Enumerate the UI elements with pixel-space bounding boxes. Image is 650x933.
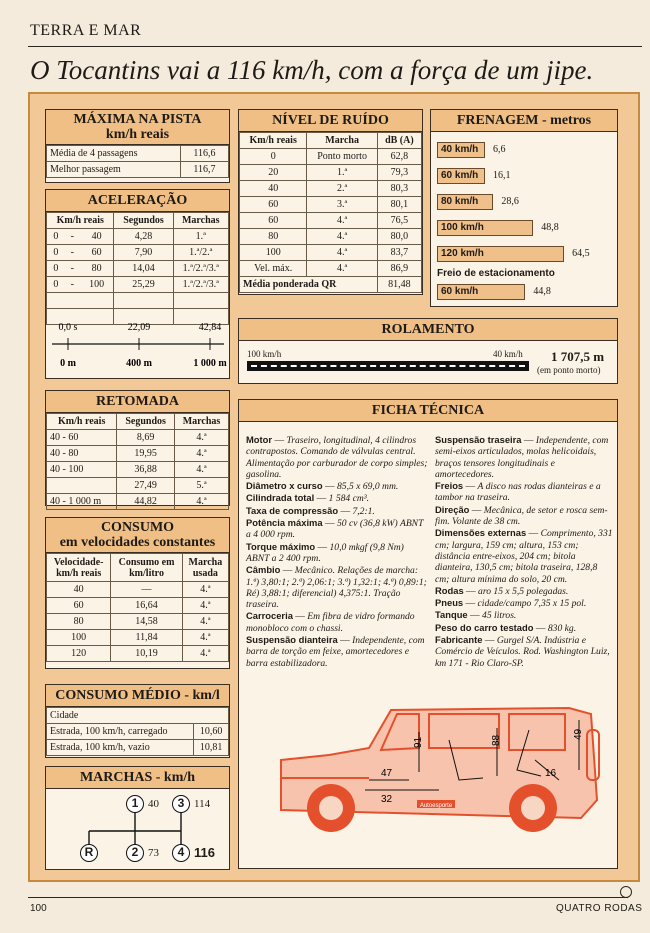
table-cell: 80,1 — [377, 197, 421, 213]
table-cell: 19,95 — [117, 446, 175, 462]
spec-item: Pneus — cidade/campo 7,35 x 15 pol. — [435, 597, 587, 610]
empty-cell — [173, 293, 228, 309]
table-row — [47, 582, 229, 598]
weighted-avg-label: Média ponderada QR — [240, 277, 378, 293]
table-row — [47, 245, 229, 261]
table-cell: 10,19 — [111, 646, 182, 662]
table-cell: 60 — [47, 598, 111, 614]
braking-0-bar: 40 km/h — [437, 142, 485, 158]
page-number: 100 — [30, 903, 47, 914]
braking-4-bar: 120 km/h — [437, 246, 564, 262]
table-cell: 80,3 — [377, 181, 421, 197]
row-value: 10,60 — [194, 724, 229, 740]
gear-4-icon: 4 — [172, 844, 190, 862]
table-row — [47, 162, 229, 178]
row-label: Estrada, 100 km/h, vazio — [47, 740, 194, 756]
parking-brake-value: 44,8 — [533, 286, 551, 297]
table-cell: 86,9 — [377, 261, 421, 277]
table-row — [47, 277, 229, 293]
max-speed-box — [45, 109, 230, 183]
spec-sheet-title: FICHA TÉCNICA — [239, 400, 617, 422]
table-row — [240, 213, 422, 229]
parking-brake-bar: 60 km/h — [437, 284, 525, 300]
gears-box — [45, 766, 230, 870]
table-row — [240, 181, 422, 197]
acceleration-title: ACELERAÇÃO — [46, 190, 229, 212]
car-diagram — [269, 700, 609, 850]
table-cell: 1.ª — [173, 229, 228, 245]
table-row — [240, 149, 422, 165]
table-cell: 4.ª — [182, 582, 228, 598]
table-cell: 25,29 — [114, 277, 173, 293]
column-header: Marcha usada — [182, 554, 228, 582]
acceleration-scale — [46, 308, 231, 378]
table-cell: 4.ª — [307, 245, 377, 261]
table-cell: 1.ª/2.ª — [173, 245, 228, 261]
table-cell: 2.ª — [307, 181, 377, 197]
table-cell: 16,64 — [111, 598, 182, 614]
car-badge: Autoesporte — [419, 803, 453, 809]
column-header: dB (A) — [377, 133, 421, 149]
table-cell: 0 — [47, 277, 65, 293]
rolling-note: (em ponto morto) — [537, 365, 601, 375]
table-cell: 62,8 — [377, 149, 421, 165]
table-cell: 36,88 — [117, 462, 175, 478]
dim-label-32: 32 — [381, 794, 393, 805]
table-cell: 79,3 — [377, 165, 421, 181]
braking-1-bar: 60 km/h — [437, 168, 485, 184]
table-row — [47, 646, 229, 662]
column-header: Km/h reais — [47, 414, 117, 430]
footer-divider — [28, 897, 628, 898]
table-row — [47, 229, 229, 245]
table-cell: 40 — [240, 181, 307, 197]
table-row — [47, 598, 229, 614]
braking-box — [430, 109, 618, 307]
headline: O Tocantins vai a 116 km/h, com a força de um jipe. — [30, 55, 594, 85]
table-cell: 40 - 1 000 m — [47, 494, 117, 510]
table-row — [240, 245, 422, 261]
empty-cell — [65, 293, 80, 309]
table-row — [47, 630, 229, 646]
scale-dist-0: 0 m — [60, 358, 76, 369]
spec-item: Cilindrada total — 1 584 cm³. — [246, 492, 370, 505]
dim-label-16: 16 — [545, 768, 557, 779]
table-cell: 100 — [240, 245, 307, 261]
table-cell: 40 — [80, 229, 114, 245]
spec-item: Freios — A disco nas rodas dianteiras e a tambor na traseira. — [435, 480, 601, 504]
braking-3-bar: 100 km/h — [437, 220, 533, 236]
max-speed-title: MÁXIMA NA PISTA km/h reais — [46, 110, 229, 145]
table-row — [240, 229, 422, 245]
table-row — [47, 478, 229, 494]
dim-label-91: 91 — [413, 736, 424, 748]
table-cell: 8,69 — [117, 430, 175, 446]
table-row — [47, 213, 229, 229]
braking-title: FRENAGEM - metros — [431, 110, 617, 132]
avg-consumption-title: CONSUMO MÉDIO - km/l — [46, 685, 229, 707]
table-cell: 40 - 80 — [47, 446, 117, 462]
spec-left-column — [246, 434, 428, 669]
table-cell: 4.ª — [307, 213, 377, 229]
table-row — [240, 277, 422, 293]
spec-item: Taxa de compressão — 7,2:1. — [246, 504, 375, 517]
braking-4-value: 64,5 — [572, 248, 590, 259]
table-row — [47, 724, 229, 740]
column-header: Marcha — [307, 133, 377, 149]
table-cell: 4.ª — [307, 229, 377, 245]
table-cell: 4.ª — [182, 646, 228, 662]
gear-reverse-icon: R — [80, 844, 98, 862]
table-cell: Vel. máx. — [240, 261, 307, 277]
table-cell: 76,5 — [377, 213, 421, 229]
acceleration-box — [45, 189, 230, 379]
dim-label-47: 47 — [381, 768, 393, 779]
table-row — [240, 261, 422, 277]
braking-2-bar: 80 km/h — [437, 194, 493, 210]
spec-item: Fabricante — Gurgel S/A. Indústria e Comércio de Veículos. Rod. Washington Luiz, km 171 - Rio Claro-SP. — [435, 634, 610, 669]
table-cell: 0 — [47, 261, 65, 277]
scale-time-0: 0,0 s — [58, 322, 78, 333]
table-cell: 4.ª — [182, 630, 228, 646]
row-value: 116,6 — [181, 146, 229, 162]
column-header: Consumo em km/litro — [111, 554, 182, 582]
gear-4-speed: 116 — [194, 845, 215, 860]
braking-0-value: 6,6 — [493, 144, 506, 155]
table-cell: — — [111, 582, 182, 598]
scale-time-2: 42,84 — [198, 322, 222, 333]
table-row — [240, 197, 422, 213]
scale-time-1: 22,09 — [127, 322, 151, 333]
empty-cell — [47, 293, 65, 309]
gear-1-speed: 40 — [148, 798, 159, 810]
row-label: Estrada, 100 km/h, carregado — [47, 724, 194, 740]
table-cell: - — [65, 229, 80, 245]
table-row — [47, 554, 229, 582]
row-label: Melhor passagem — [47, 162, 181, 178]
gear-3-speed: 114 — [194, 798, 211, 810]
table-row — [240, 133, 422, 149]
braking-1-value: 16,1 — [493, 170, 511, 181]
retomada-title: RETOMADA — [46, 391, 229, 413]
column-header: Marchas — [174, 414, 228, 430]
table-cell: 4.ª — [307, 261, 377, 277]
table-cell: 100 — [47, 630, 111, 646]
empty-cell — [80, 293, 114, 309]
rolling-bar — [247, 361, 529, 371]
table-row — [47, 494, 229, 510]
spec-item: Rodas — aro 15 x 5,5 polegadas. — [435, 584, 569, 597]
table-cell: 44,82 — [117, 494, 175, 510]
row-label: Média de 4 passagens — [47, 146, 181, 162]
table-row — [47, 446, 229, 462]
rolling-box — [238, 318, 618, 384]
avg-consumption-box — [45, 684, 230, 758]
spec-item: Diâmetro x curso — 85,5 x 69,0 mm. — [246, 480, 399, 493]
table-cell: 80 — [47, 614, 111, 630]
table-cell: 60 — [240, 197, 307, 213]
table-cell: 80 — [240, 229, 307, 245]
spec-item: Torque máximo — 10,0 mkgf (9,8 Nm) ABNT a 2 400 rpm. — [246, 540, 404, 564]
row-value: 116,7 — [181, 162, 229, 178]
table-cell: 40 - 60 — [47, 430, 117, 446]
table-cell: 1.ª/2.ª/3.ª — [173, 277, 228, 293]
consumption-box — [45, 517, 230, 669]
table-cell: 40 — [47, 582, 111, 598]
table-cell: 7,90 — [114, 245, 173, 261]
table-cell: 4.ª — [174, 430, 228, 446]
table-cell: 11,84 — [111, 630, 182, 646]
spec-item: Carroceria — Em fibra de vidro formando monobloco com o chassi. — [246, 610, 415, 634]
row-value: 10,81 — [194, 740, 229, 756]
table-row — [240, 165, 422, 181]
gear-1-icon: 1 — [126, 795, 144, 813]
spec-sheet-box — [238, 399, 618, 869]
table-cell: 60 — [240, 213, 307, 229]
rolling-from: 100 km/h — [247, 349, 282, 359]
table-cell: 4.ª — [174, 462, 228, 478]
column-header: Segundos — [114, 213, 173, 229]
gears-title: MARCHAS - km/h — [46, 767, 229, 789]
table-row — [47, 708, 229, 724]
table-cell: 14,04 — [114, 261, 173, 277]
consumption-title: CONSUMO em velocidades constantes — [46, 518, 229, 553]
column-header: Segundos — [117, 414, 175, 430]
spec-item: Peso do carro testado — 830 kg. — [435, 621, 577, 634]
magazine-name: QUATRO RODAS — [556, 903, 643, 914]
table-cell: 4,28 — [114, 229, 173, 245]
table-cell: 1.ª — [307, 165, 377, 181]
table-cell: 5.ª — [174, 478, 228, 494]
retomada-table — [46, 413, 229, 510]
spec-item: Motor — Traseiro, longitudinal, 4 cilindros contrapostos. Comando de válvulas central. Alimentação por carburador de corpo simples; gasolina. — [246, 434, 428, 480]
table-cell: Ponto morto — [307, 149, 377, 165]
max-speed-table — [46, 145, 229, 178]
weighted-avg-value: 81,48 — [377, 277, 421, 293]
table-cell: 4.ª — [182, 598, 228, 614]
column-header: Km/h reais — [47, 213, 114, 229]
test-results-panel — [28, 92, 640, 882]
table-row — [47, 740, 229, 756]
scale-dist-1: 400 m — [126, 358, 152, 369]
table-row — [47, 293, 229, 309]
table-cell: 83,7 — [377, 245, 421, 261]
gear-2-icon: 2 — [126, 844, 144, 862]
noise-box — [238, 109, 423, 295]
column-header: Velocidade- km/h reais — [47, 554, 111, 582]
table-cell: 0 — [47, 229, 65, 245]
table-cell: 4.ª — [174, 494, 228, 510]
spec-item: Suspensão dianteira — Independente, com barra de torção em feixe, amortecedores e barra estabilizadora. — [246, 634, 425, 669]
rolling-title: ROLAMENTO — [239, 319, 617, 341]
table-row — [47, 614, 229, 630]
rolling-value: 1 707,5 m — [551, 349, 605, 364]
table-cell: 80 — [80, 261, 114, 277]
table-row — [47, 414, 229, 430]
table-row — [47, 462, 229, 478]
gear-2-speed: 73 — [148, 847, 159, 859]
spec-item: Potência máxima — 50 cv (36,8 kW) ABNT a 4 000 rpm. — [246, 517, 424, 541]
column-header: Marchas — [173, 213, 228, 229]
table-cell: 80,0 — [377, 229, 421, 245]
table-cell: 14,58 — [111, 614, 182, 630]
braking-2-value: 28,6 — [501, 196, 519, 207]
table-row — [47, 261, 229, 277]
dim-label-88: 88 — [491, 734, 502, 746]
rolling-to: 40 km/h — [493, 349, 523, 359]
table-cell: 0 — [240, 149, 307, 165]
table-cell: 3.ª — [307, 197, 377, 213]
table-cell: 20 — [240, 165, 307, 181]
spec-right-column — [435, 434, 613, 669]
noise-table — [239, 132, 422, 293]
city-label: Cidade — [47, 708, 229, 724]
spec-item: Direção — Mecânica, de setor e rosca sem-fim. Volante de 38 cm. — [435, 503, 608, 528]
spec-item: Suspensão traseira — Independente, com semi-eixos articulados, molas helicoidais, braços tensores longitudinais e amortecedores. — [435, 434, 609, 480]
table-cell: 1.ª/2.ª/3.ª — [173, 261, 228, 277]
spec-item: Tanque — 45 litros. — [435, 609, 517, 622]
table-cell: 0 — [47, 245, 65, 261]
retomada-box — [45, 390, 230, 506]
page-circle-icon — [620, 886, 632, 898]
table-row — [47, 146, 229, 162]
table-cell: 27,49 — [117, 478, 175, 494]
braking-3-value: 48,8 — [541, 222, 559, 233]
column-header: Km/h reais — [240, 133, 307, 149]
table-cell: 40 - 100 — [47, 462, 117, 478]
table-cell: 4.ª — [174, 446, 228, 462]
spec-item: Câmbio — Mecânico. Relações de marcha: 1.ª) 3,80:1; 2.ª) 2,06:1; 3.ª) 1,32:1; 4.ª) 0,89:1; Ré) 3,88:1; diferencial) 4,375:1. Tração traseira. — [246, 564, 427, 611]
consumption-table — [46, 553, 229, 662]
dim-label-49: 49 — [573, 728, 584, 740]
parking-brake-label: Freio de estacionamento — [437, 268, 555, 279]
table-cell: 4.ª — [182, 614, 228, 630]
table-cell: 60 — [80, 245, 114, 261]
noise-title: NÍVEL DE RUÍDO — [239, 110, 422, 132]
table-cell: - — [65, 261, 80, 277]
table-cell: 100 — [80, 277, 114, 293]
header-divider — [28, 46, 642, 47]
avg-consumption-table — [46, 707, 229, 756]
gear-3-icon: 3 — [172, 795, 190, 813]
table-row — [47, 430, 229, 446]
empty-cell — [114, 293, 173, 309]
spec-item: Dimensões externas — Comprimento, 331 cm; largura, 159 cm; altura, 153 cm; distância entre-eixos, 204 cm; bitola dianteira, 130,5 cm; bitola traseira, 128,8 cm; altura mínima do solo, 20 cm. — [435, 527, 613, 585]
table-cell: - — [65, 277, 80, 293]
section-label: TERRA E MAR — [30, 22, 142, 39]
scale-dist-2: 1 000 m — [193, 358, 227, 369]
table-cell: - — [65, 245, 80, 261]
table-cell: 120 — [47, 646, 111, 662]
table-cell — [47, 478, 117, 494]
